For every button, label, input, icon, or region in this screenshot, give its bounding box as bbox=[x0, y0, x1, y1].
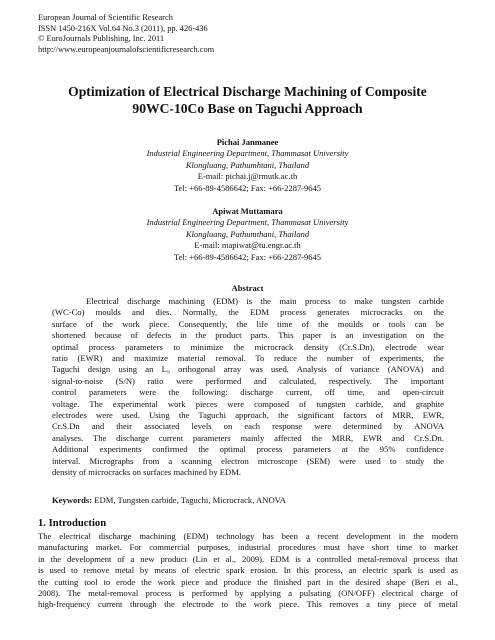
author-location: Klongluang, Pathumhtani, Thailand bbox=[185, 159, 310, 170]
journal-copyright: © EuroJournals Publishing, Inc. 2011 bbox=[38, 34, 165, 44]
introduction-line: in the development of a new product (Lin et al., 2009). EDM is a controlled metal-removal process that bbox=[38, 553, 458, 564]
introduction-line: manufacturing market. For commercial purposes, industrial procedures must have short time to market bbox=[38, 542, 458, 553]
author-2 bbox=[20, 206, 475, 263]
keywords-text: EDM, Tungsten carbide, Taguchi, Microcrack, ANOVA bbox=[94, 495, 286, 505]
title-line-2: 90WC-10Co Base on Taguchi Approach bbox=[132, 100, 363, 116]
journal-issn: ISSN 1450-216X Vol.64 No.3 (2011), pp. 426-436 bbox=[38, 23, 208, 33]
introduction-line: 2008). The metal-removal process is performed by applying a pulsating (ON/OFF) electrical charge of bbox=[38, 588, 458, 599]
abstract-line: electrodes were used. Using the Taguchi approach, the significant factors of MRR, EWR, bbox=[52, 410, 444, 421]
abstract-text bbox=[52, 296, 444, 479]
abstract-heading: Abstract bbox=[231, 283, 264, 293]
abstract-line: density of microcracks on surfaces machined by EDM. bbox=[52, 467, 242, 478]
author-name: Apiwat Muttamara bbox=[212, 206, 283, 216]
abstract-line: shortened because of defects in the product parts. This paper is an investigation on the bbox=[52, 330, 444, 341]
introduction-line: high-frequency current through the electrode to the work piece. This removes a tiny piece of metal bbox=[38, 599, 458, 610]
author-name: Pichai Janmanee bbox=[216, 137, 279, 147]
author-email[interactable]: E-mail: mapiwat@tu.engr.ac.th bbox=[194, 240, 301, 251]
abstract-line: control parameters were the following: discharge current, off time, and open-circuit bbox=[52, 387, 444, 398]
paper-title bbox=[20, 84, 475, 117]
author-phone: Tel: +66-89-4586642; Fax: +66-2287-9645 bbox=[173, 251, 322, 262]
abstract-line: surface of the work piece. Consequently, the life time of the moulds or tools can be bbox=[52, 318, 444, 329]
introduction-text bbox=[38, 531, 458, 611]
journal-header bbox=[38, 13, 214, 55]
journal-name: European Journal of Scientific Research bbox=[38, 13, 173, 22]
author-phone: Tel: +66-89-4586642; Fax: +66-2287-9645 bbox=[173, 182, 322, 193]
title-line-1: Optimization of Electrical Discharge Machining of Composite bbox=[68, 84, 427, 99]
journal-url[interactable]: http://www.europeanjournalofscientificresearch.com bbox=[38, 44, 215, 54]
author-department: Industrial Engineering Department, Thammasat University bbox=[146, 148, 349, 159]
abstract-line: Cr.S.Dn and their associated levels on each response were determined by ANOVA bbox=[52, 421, 444, 432]
abstract-line: ratio (EWR) and maximize material removal. To reduce the number of experiments, the bbox=[52, 353, 444, 364]
introduction-line: is used to remove metal by means of electric spark erosion. In this process, an electric spark is used as bbox=[38, 565, 458, 576]
abstract-line: analyses. The discharge current parameters mainly affected the MRR, EWR and Cr.S.Dn. bbox=[52, 432, 444, 443]
author-location: Klongluang, Pathumthani, Thailand bbox=[185, 228, 310, 239]
abstract-line: optimal process parameters to minimize the microcrack density (Cr.S.Dn), electrode wear bbox=[52, 341, 444, 352]
introduction-line: The electrical discharge machining (EDM) technology has been a recent development in the modern bbox=[38, 531, 458, 541]
abstract-line: signal-to-noise (S/N) ratio were performed and calculated, respectively. The important bbox=[52, 375, 444, 386]
abstract-line: voltage. The experimental work pieces were composed of tungsten carbide, and graphite bbox=[52, 398, 444, 409]
keywords-label: Keywords: bbox=[52, 495, 93, 505]
abstract-line: (WC-Co) moulds and dies. Normally, the EDM process generates microcracks on the bbox=[52, 307, 444, 318]
introduction-line: the cutting tool to erode the work piece and produce the finished part in the desired shape (Beri et al., bbox=[38, 576, 458, 587]
author-department: Industrial Engineering Department, Thammasat University bbox=[146, 217, 349, 228]
section-heading-introduction: 1. Introduction bbox=[38, 518, 107, 529]
author-email[interactable]: E-mail: pichai.j@rmutk.ac.th bbox=[197, 171, 298, 182]
abstract-line: interval. Micrographs from a scanning electron microscope (SEM) were used to study the bbox=[52, 455, 444, 466]
abstract-line: Taguchi design using an L₉ orthogonal array was used. Analysis of variance (ANOVA) and bbox=[52, 364, 444, 375]
author-1 bbox=[20, 137, 475, 194]
keywords bbox=[52, 495, 286, 505]
abstract-line: Electrical discharge machining (EDM) is the main process to make tungsten carbide bbox=[86, 296, 444, 306]
abstract-line: Additional experiments confirmed the optimal process parameters at the 95% confidence bbox=[52, 444, 444, 455]
